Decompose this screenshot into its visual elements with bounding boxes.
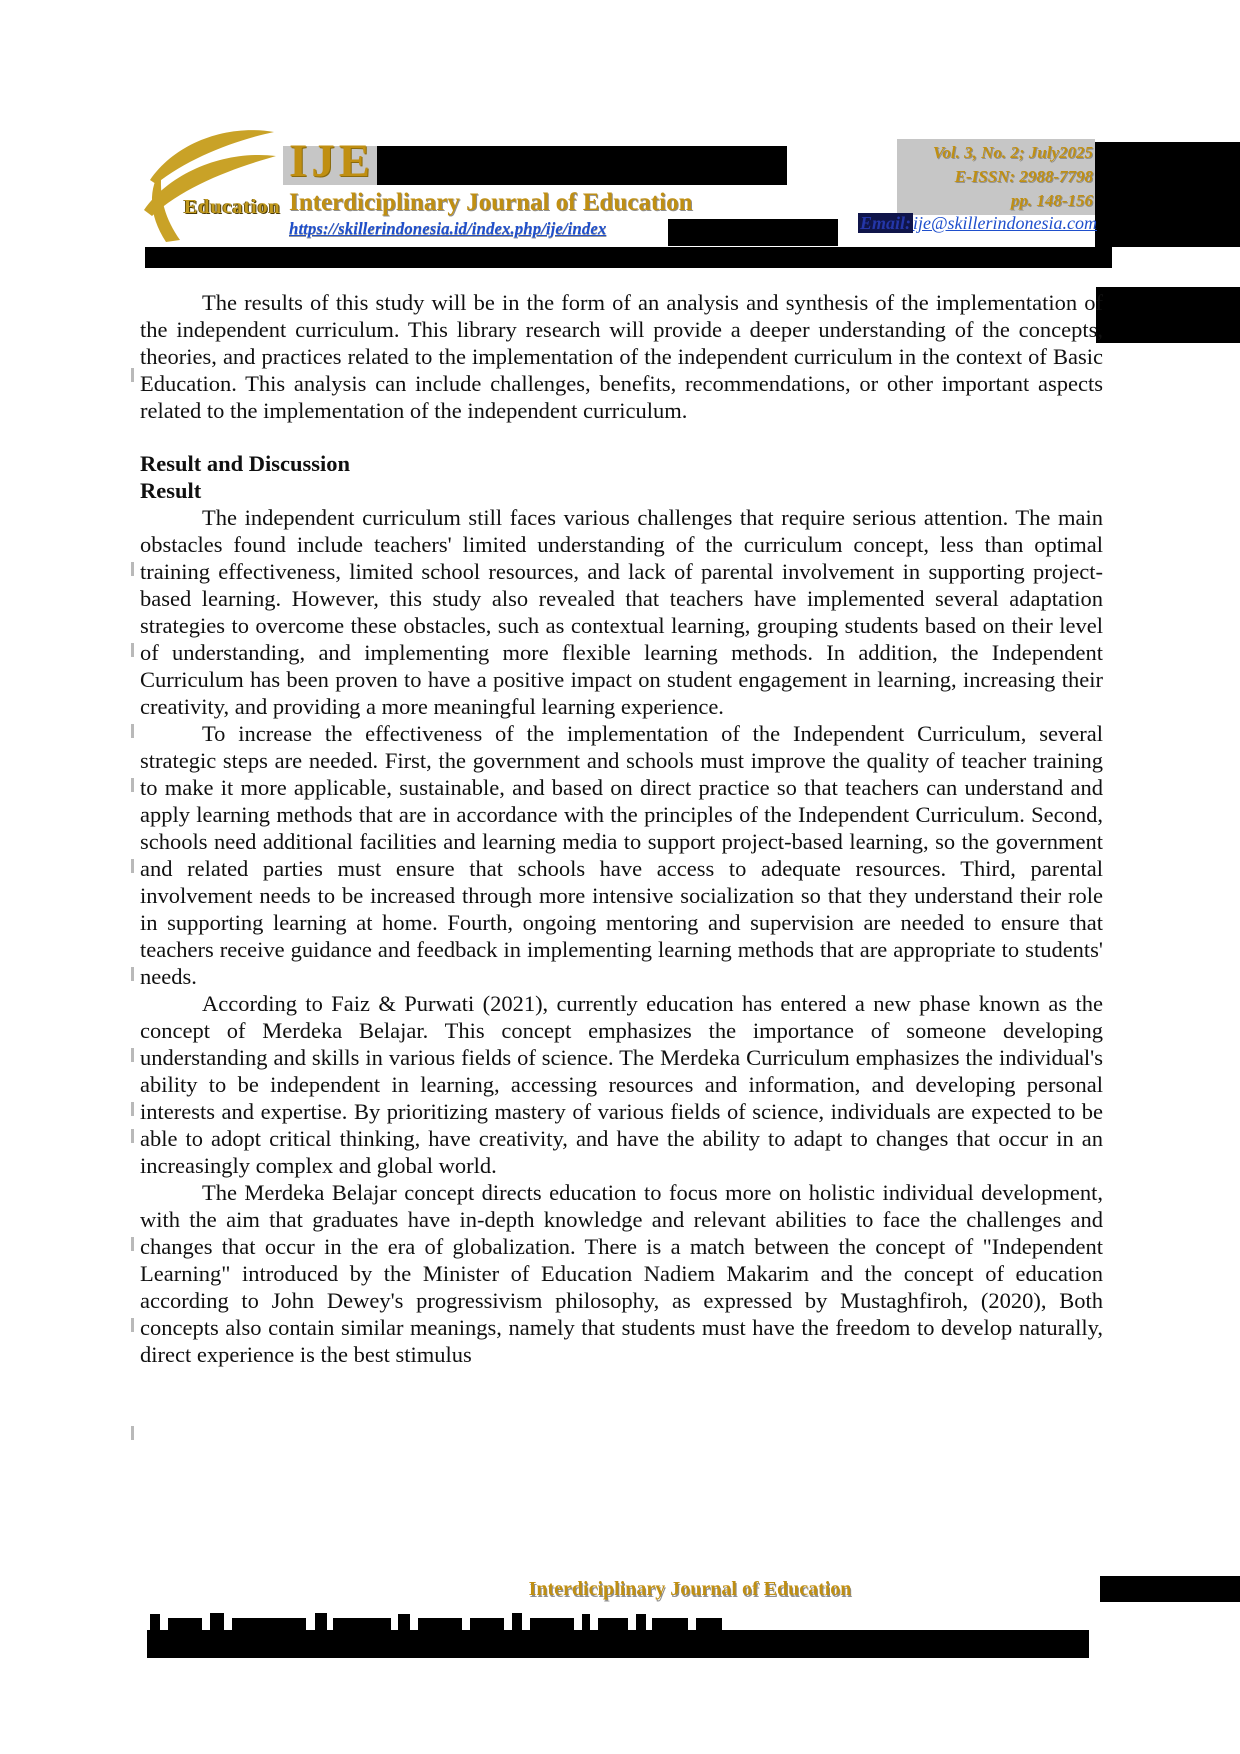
paragraph: To increase the effectiveness of the implementation of the Independent Curriculum, several strategic steps are needed. First, the government and schools must improve the quality of teacher training to make it more applicable, sustainable, and based on direct practice so that teachers can understand and apply learning methods that are in accordance with the principles of the Independent Curriculum. Second, schools need additional facilities and learning media to support project-based learning, so the government and related parties must ensure that schools have access to adequate resources. Third, parental involvement needs to be increased through more intensive socialization so that they understand their role in supporting learning at home. Fourth, ongoing mentoring and supervision are needed to ensure that teachers receive guidance and feedback in implementing learning methods that are appropriate to students' needs. — [140, 721, 1103, 989]
redaction-footer-bump — [696, 1618, 722, 1630]
redaction-footer-bump — [398, 1614, 410, 1630]
scan-tick — [131, 1129, 134, 1143]
redaction-footer-bump — [512, 1613, 522, 1630]
journal-initials: IJE — [289, 135, 375, 187]
redaction-header-bar — [145, 247, 1112, 268]
redaction-margin-block — [1096, 287, 1240, 343]
issue-info — [773, 141, 1093, 213]
redaction-footer-bump — [232, 1618, 306, 1630]
scan-tick — [131, 724, 134, 738]
redaction-footer-bar — [147, 1630, 1089, 1658]
scan-tick — [131, 1102, 134, 1116]
paragraph: The results of this study will be in the form of an analysis and synthesis of the implementation of the independent curriculum. This library research will provide a deeper understanding of the concepts, theories, and practices related to the implementation of the independent curriculum in the context of Basic Education. This analysis can include challenges, benefits, recommendations, or other important aspects related to the implementation of the independent curriculum. — [140, 290, 1103, 423]
scan-tick — [131, 967, 134, 981]
paragraph: According to Faiz & Purwati (2021), currently education has entered a new phase known as the concept of Merdeka Belajar. This concept emphasizes the importance of someone developing understanding and skills in various fields of science. The Merdeka Curriculum emphasizes the individual's ability to be independent in learning, accessing resources and information, and developing personal interests and expertise. By prioritizing mastery of various fields of science, individuals are expected to be able to adopt critical thinking, have creativity, and have the ability to adapt to changes that occur in an increasingly complex and global world. — [140, 991, 1103, 1178]
redaction-footer-bump — [418, 1618, 462, 1630]
paragraph: The Merdeka Belajar concept directs education to focus more on holistic individual development, with the aim that graduates have in-depth knowledge and relevant abilities to face the challenges and changes that occur in the era of globalization. There is a match between the concept of "Independent Learning" introduced by the Minister of Education Nadiem Makarim and the concept of education according to John Dewey's progressivism philosophy, as expressed by Mustaghfiroh, (2020), Both concepts also contain similar meanings, namely that students must have the freedom to develop naturally, direct experience is the best stimulus — [140, 1180, 1103, 1367]
scan-tick — [131, 562, 134, 576]
section-heading: Result and Discussion — [140, 451, 351, 476]
scan-tick — [131, 1237, 134, 1251]
scan-tick — [131, 643, 134, 657]
redaction-footer-bump — [636, 1614, 646, 1630]
scan-tick — [131, 778, 134, 792]
issn-line: E-ISSN: 2988-7798 — [954, 167, 1093, 186]
pages-line: pp. 148-156 — [1010, 191, 1093, 210]
redaction-footer-bump — [333, 1618, 391, 1630]
logo-education-label: Education — [184, 196, 281, 218]
redaction-footer-right — [1100, 1576, 1240, 1602]
redaction-footer-bump — [168, 1618, 202, 1630]
journal-url-link[interactable]: https://skillerindonesia.id/index.php/ije/index — [289, 219, 607, 238]
scan-tick — [131, 1048, 134, 1062]
paragraph: The independent curriculum still faces various challenges that require serious attention. The main obstacles found include teachers' limited understanding of the curriculum concept, less than optimal training effectiveness, limited school resources, and lack of parental involvement in supporting project-based learning. However, this study also revealed that teachers have implemented several adaptation strategies to overcome these obstacles, such as contextual learning, grouping students based on their level of understanding, and implementing more flexible learning methods. In addition, the Independent Curriculum has been proven to have a positive impact on student engagement in learning, increasing their creativity, and providing a more meaningful learning experience. — [140, 505, 1103, 719]
redaction-footer-bump — [210, 1613, 224, 1630]
redaction-footer-bump — [530, 1618, 574, 1630]
scan-tick — [131, 859, 134, 873]
footer-journal-title: Interdiciplinary Journal of Education — [528, 1578, 852, 1600]
scan-tick — [131, 1426, 134, 1440]
redaction-footer-bump — [652, 1618, 688, 1630]
redaction-footer-bump — [470, 1618, 504, 1630]
redaction-footer-bump — [582, 1614, 590, 1630]
redaction-after-url — [668, 219, 838, 246]
volume-line: Vol. 3, No. 2; July2025 — [932, 143, 1093, 162]
article-body — [140, 289, 1103, 1368]
education-feather-logo-icon — [136, 118, 288, 246]
redaction-top-right — [1095, 142, 1240, 247]
scan-tick — [131, 1318, 134, 1332]
email-label: Email: — [859, 213, 911, 233]
email-link[interactable]: ije@skillerindonesia.com — [912, 213, 1097, 233]
redaction-footer-bump — [150, 1614, 160, 1630]
redaction-footer-bump — [598, 1618, 628, 1630]
subsection-heading: Result — [140, 478, 202, 503]
redaction-footer-bump — [315, 1613, 327, 1630]
redaction-header-band — [377, 146, 787, 185]
scan-tick — [131, 368, 134, 382]
email-line — [858, 213, 1097, 234]
journal-title: Interdiciplinary Journal of Education — [289, 189, 693, 216]
